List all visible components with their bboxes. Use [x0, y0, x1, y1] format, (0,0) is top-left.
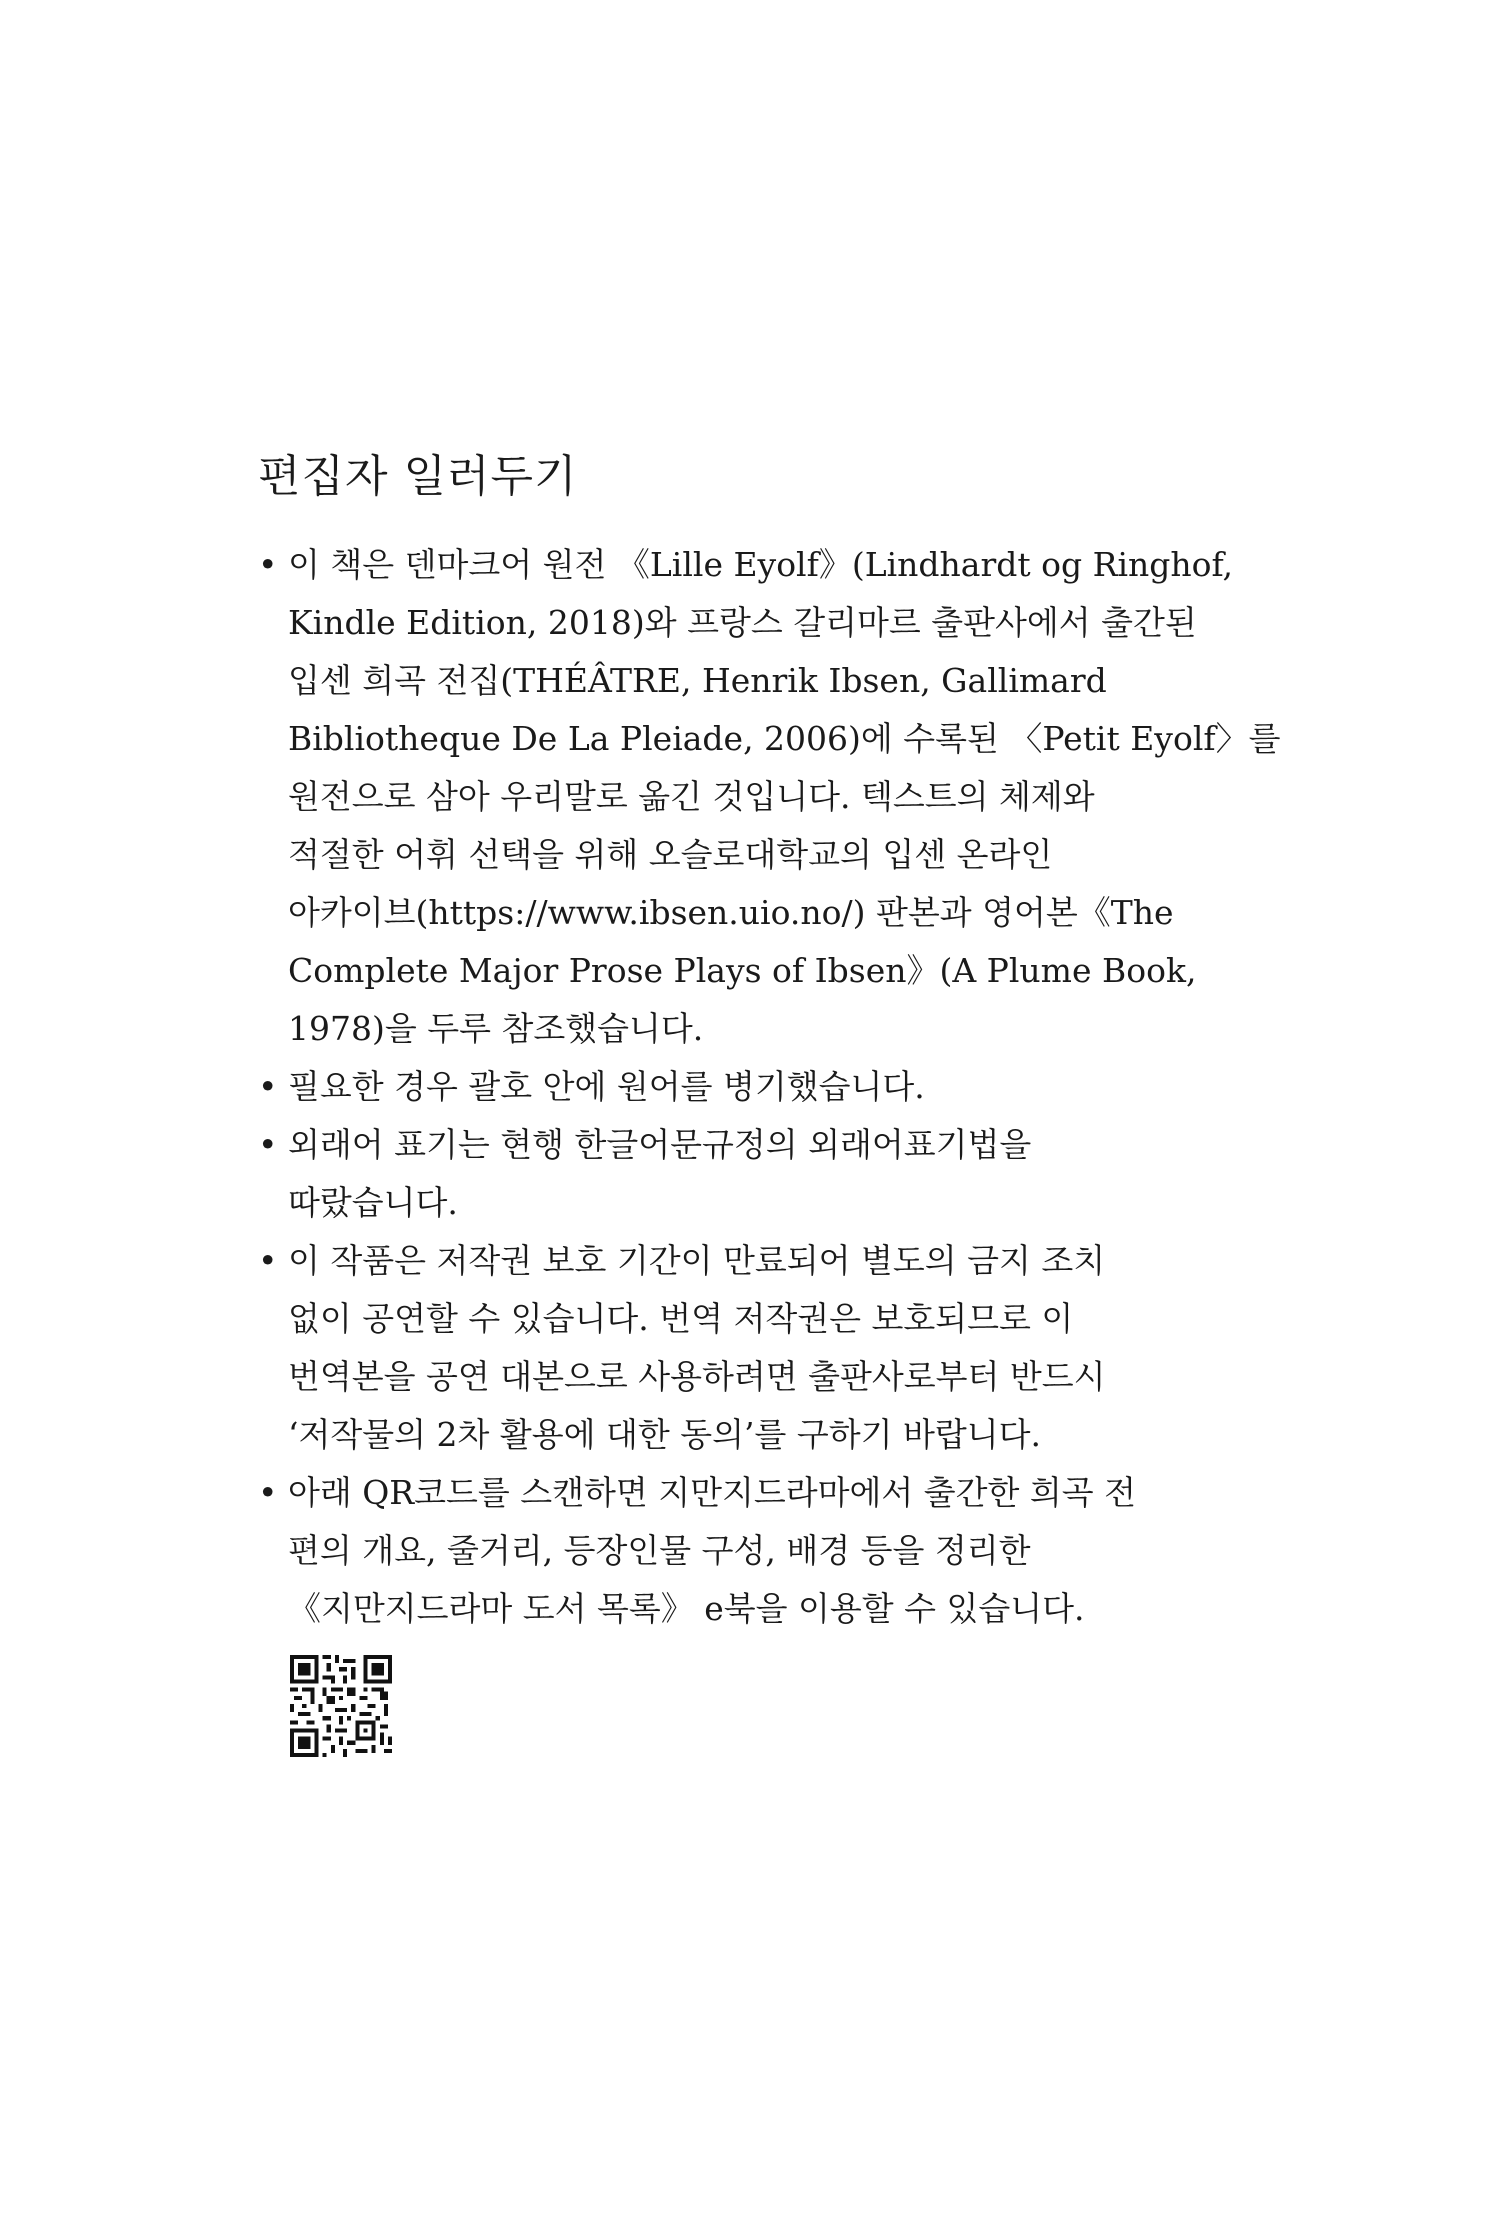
note-item [258, 1464, 1198, 1638]
bullet: • [258, 1125, 278, 1164]
note-line: Bibliotheque De La Pleiade, 2006)에 수록된 〈Petit Eyolf〉를 [288, 719, 1281, 758]
note-line: 필요한 경우 괄호 안에 원어를 병기했습니다. [288, 1067, 925, 1106]
bullet: • [258, 1241, 278, 1280]
note-line: 편의 개요, 줄거리, 등장인물 구성, 배경 등을 정리한 [288, 1531, 1031, 1570]
note-item [258, 536, 1281, 1058]
note-line: ‘저작물의 2차 활용에 대한 동의’를 구하기 바랍니다. [288, 1415, 1041, 1454]
note-line: 외래어 표기는 현행 한글어문규정의 외래어표기법을 [288, 1125, 1032, 1164]
note-line: 아카이브(https://www.ibsen.uio.no/) 판본과 영어본《The [288, 893, 1174, 932]
bullet: • [258, 1067, 278, 1106]
note-line: Complete Major Prose Plays of Ibsen》(A Plume Book, [288, 951, 1197, 990]
bullet: • [258, 545, 278, 584]
note-line: 1978)을 두루 참조했습니다. [288, 1009, 704, 1048]
bullet: • [258, 1473, 278, 1512]
note-line: 이 작품은 저작권 보호 기간이 만료되어 별도의 금지 조치 [288, 1241, 1106, 1280]
note-line: 원전으로 삼아 우리말로 옮긴 것입니다. 텍스트의 체제와 [288, 777, 1095, 816]
note-line: 입센 희곡 전집(THÉÂTRE, Henrik Ibsen, Gallimard [288, 661, 1107, 700]
note-line: 번역본을 공연 대본으로 사용하려면 출판사로부터 반드시 [288, 1357, 1106, 1396]
editor-notes-list [258, 536, 1281, 1638]
note-line: 이 책은 덴마크어 원전 《Lille Eyolf》(Lindhardt og Ringhof, [288, 545, 1234, 584]
note-item [258, 1058, 1198, 1116]
note-line: 따랐습니다. [288, 1183, 458, 1222]
page-title: 편집자 일러두기 [258, 451, 578, 502]
note-line: 적절한 어휘 선택을 위해 오슬로대학교의 입센 온라인 [288, 835, 1053, 874]
qr-code-icon[interactable] [290, 1655, 392, 1757]
note-item [258, 1232, 1198, 1464]
note-line: 없이 공연할 수 있습니다. 번역 저작권은 보호되므로 이 [288, 1299, 1074, 1338]
note-item [258, 1116, 1198, 1232]
note-line: Kindle Edition, 2018)와 프랑스 갈리마르 출판사에서 출간된 [288, 603, 1197, 642]
note-line: 아래 QR코드를 스캔하면 지만지드라마에서 출간한 희곡 전 [288, 1473, 1137, 1512]
note-line: 《지만지드라마 도서 목록》 e북을 이용할 수 있습니다. [288, 1589, 1085, 1628]
